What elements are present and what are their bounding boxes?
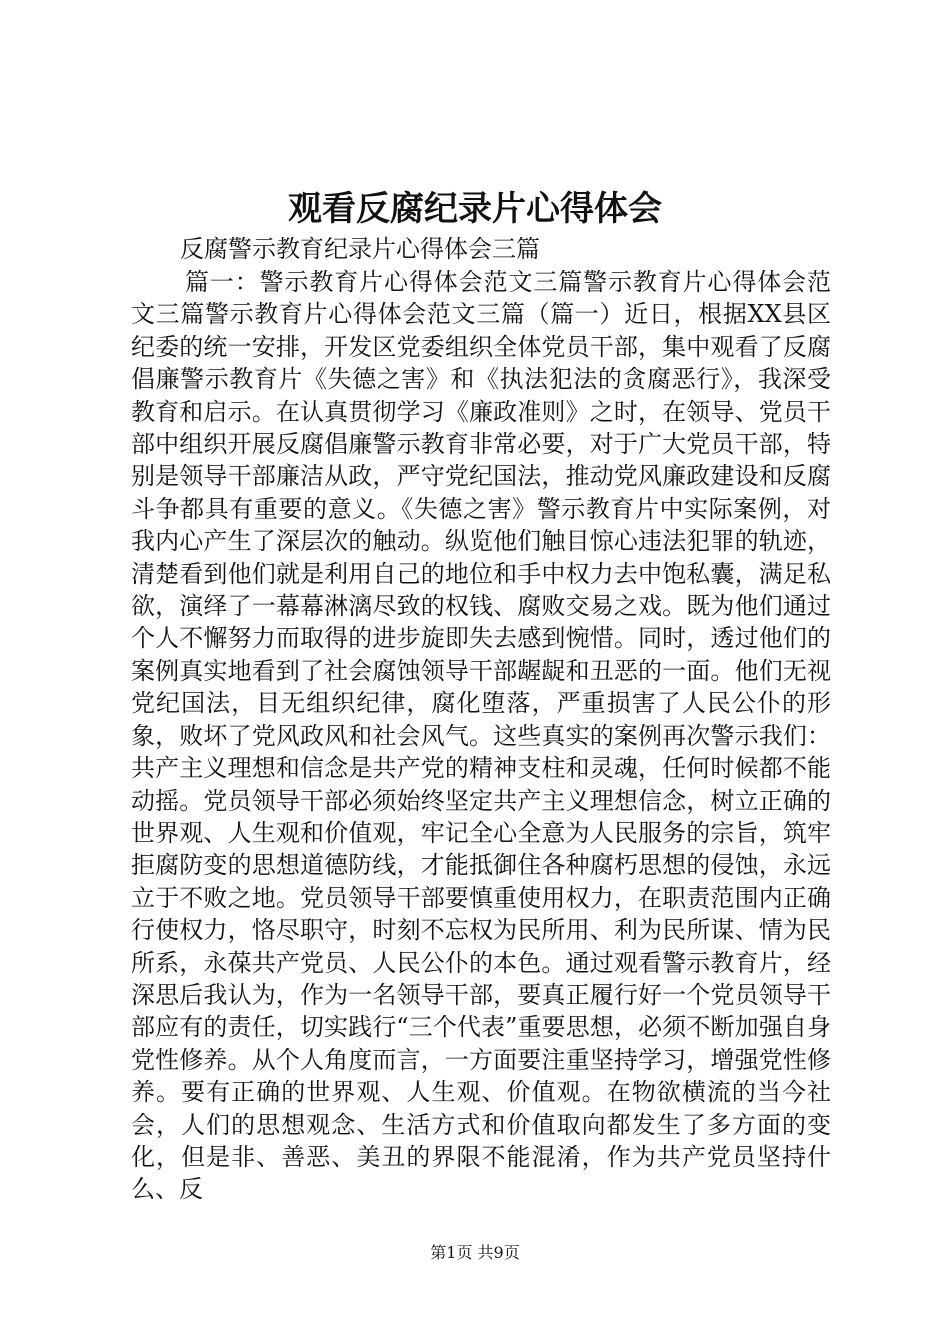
document-title: 观看反腐纪录片心得体会: [288, 189, 662, 229]
document-subtitle: 反腐警示教育纪录片心得体会三篇: [180, 235, 540, 263]
document-body: 篇一：警示教育片心得体会范文三篇警示教育片心得体会范文三篇警示教育片心得体会范文三篇（篇一）近日，根据XX县区纪委的统一安排，开发区党委组织全体党员干部，集中观看了反腐倡廉警示教育片《失德之害》和《执法犯法的贪腐恶行》，我深受教育和启示。在认真贯彻学习《廉政准则》之时，在领导、党员干部中组织开展反腐倡廉警示教育非常必要，对于广大党员干部，特别是领导干部廉洁从政，严守党纪国法，推动党风廉政建设和反腐斗争都具有重要的意义。《失德之害》警示教育片中实际案例，对我内心产生了深层次的触动。纵览他们触目惊心违法犯罪的轨迹，清楚看到他们就是利用自己的地位和手中权力去中饱私囊，满足私欲，演绎了一幕幕淋漓尽致的权钱、腐败交易之戏。既为他们通过个人不懈努力而取得的进步旋即失去感到惋惜。同时，透过他们的案例真实地看到了社会腐蚀领导干部龌龊和丑恶的一面。他们无视党纪国法，目无组织纪律，腐化堕落，严重损害了人民公仆的形象，败坏了党风政风和社会风气。这些真实的案例再次警示我们：共产主义理想和信念是共产党的精神支柱和灵魂，任何时候都不能动摇。党员领导干部必须始终坚定共产主义理想信念，树立正确的世界观、人生观和价值观，牢记全心全意为人民服务的宗旨，筑牢拒腐防变的思想道德防线，才能抵御住各种腐朽思想的侵蚀，永远立于不败之地。党员领导干部要慎重使用权力，在职责范围内正确行使权力，恪尽职守，时刻不忘权为民所用、利为民所谋、情为民所系，永葆共产党员、人民公仆的本色。通过观看警示教育片，经深思后我认为，作为一名领导干部，要真正履行好一个党员领导干部应有的责任，切实践行“三个代表”重要思想，必须不断加强自身党性修养。从个人角度而言，一方面要注重坚持学习，增强党性修养。要有正确的世界观、人生观、价值观。在物欲横流的当今社会，人们的思想观念、生活方式和价值取向都发生了多方面的变化，但是非、善恶、美丑的界限不能混淆，作为共产党员坚持什么、反: [131, 268, 831, 1204]
page-number: 第1页 共9页: [430, 1243, 520, 1262]
